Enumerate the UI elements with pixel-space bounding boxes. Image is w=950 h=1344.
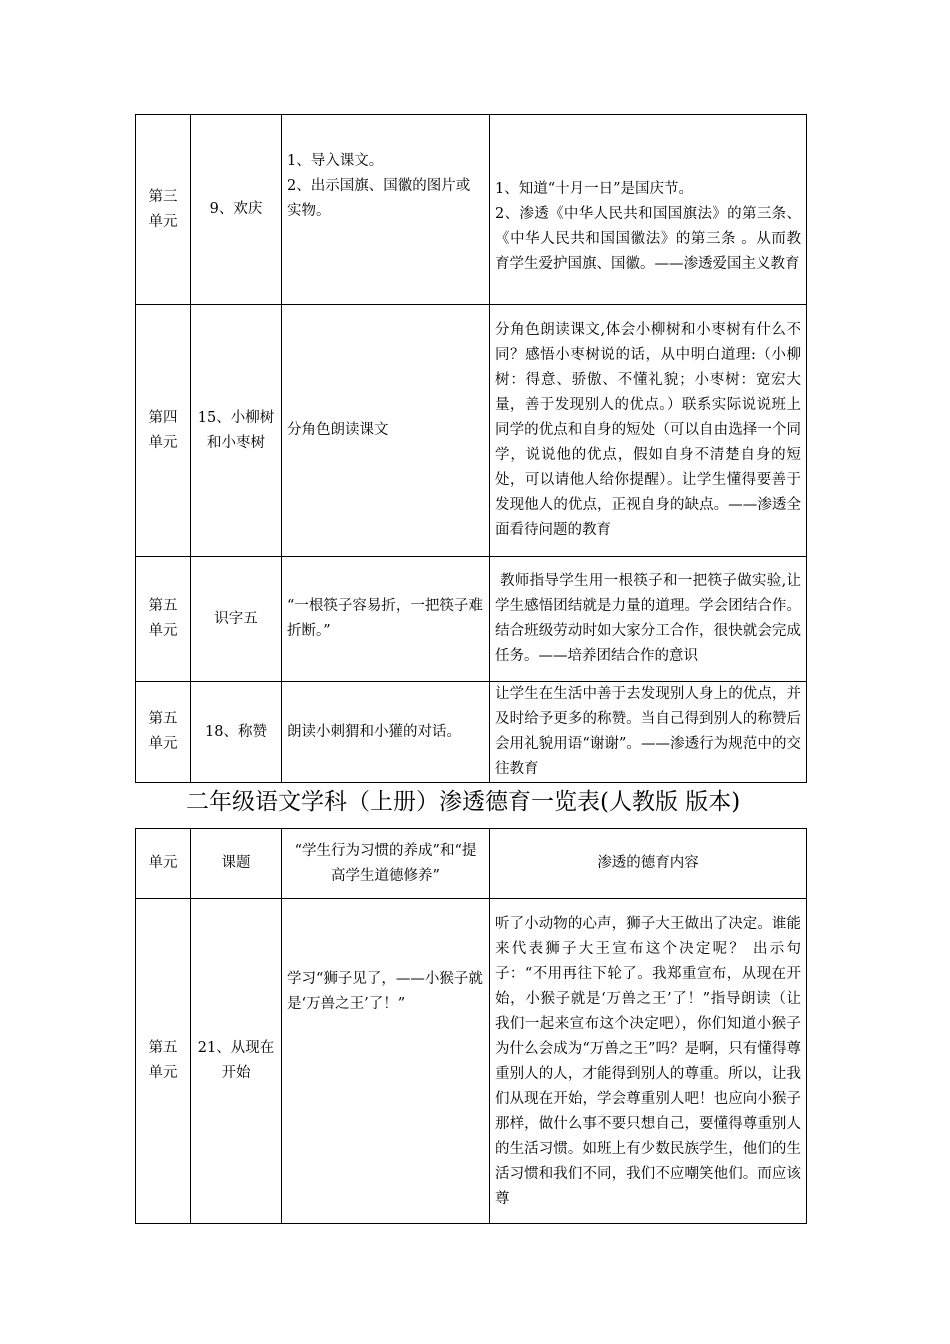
lesson-cell: 9、欢庆 [191, 115, 282, 305]
method-cell: 学习“狮子见了，——小猴子就是‘万兽之王’了！” [282, 899, 490, 1224]
content-cell: 听了小动物的心声，狮子大王做出了决定。谁能来代表狮子大王宣布这个决定呢？ 出示句子：“不用再往下轮了。我郑重宣布，从现在开始，小猴子就是‘万兽之王’了！”指导朗读（让我们一起来宣布这个决定吧），你们知道小猴子为什么会成为“万兽之王”吗？是啊，只有懂得尊重别人的人，才能得到别人的尊重。所以，让我们从现在开始，学会尊重别人吧！也应向小猴子那样，做什么事不要只想自己，要懂得尊重别人的生活习惯。如班上有少数民族学生，他们的生活习惯和我们不同，我们不应嘲笑他们。而应该尊 [490, 899, 807, 1224]
table-row [136, 682, 807, 783]
content-cell: 教师指导学生用一根筷子和一把筷子做实验,让学生感悟团结就是力量的道理。学会团结合作。结合班级劳动时如大家分工合作，很快就会完成任务。——培养团结合作的意识 [490, 557, 807, 682]
unit-cell: 第五单元 [136, 899, 191, 1224]
table-row [136, 115, 807, 305]
table-row [136, 557, 807, 682]
header-content: 渗透的德育内容 [490, 829, 807, 899]
method-cell: 朗读小刺猬和小獾的对话。 [282, 682, 490, 783]
table-row [136, 899, 807, 1224]
moral-education-table [135, 828, 807, 1224]
unit-cell: 第四单元 [136, 305, 191, 557]
table-row [136, 305, 807, 557]
content-cell: 1、知道“十月一日”是国庆节。 2、渗透《中华人民共和国国旗法》的第三条、《中华人民共和国国徽法》的第三条 。从而教育学生爱护国旗、国徽。——渗透爱国主义教育 [490, 115, 807, 305]
method-cell: 分角色朗读课文 [282, 305, 490, 557]
table-heading: 二年级语文学科（上册）渗透德育一览表(人教版 版本) [186, 789, 741, 815]
header-unit: 单元 [136, 829, 191, 899]
lesson-cell: 21、从现在开始 [191, 899, 282, 1224]
header-lesson: 课题 [191, 829, 282, 899]
header-method: “学生行为习惯的养成”和“提高学生道德修养” [282, 829, 490, 899]
lesson-cell: 识字五 [191, 557, 282, 682]
method-cell: 1、导入课文。 2、出示国旗、国徽的图片或实物。 [282, 115, 490, 305]
content-cell: 让学生在生活中善于去发现别人身上的优点，并及时给予更多的称赞。当自己得到别人的称赞后会用礼貌用语“谢谢”。——渗透行为规范中的交往教育 [490, 682, 807, 783]
unit-cell: 第五单元 [136, 557, 191, 682]
unit-cell: 第三单元 [136, 115, 191, 305]
moral-education-table-continued [135, 114, 807, 783]
unit-cell: 第五单元 [136, 682, 191, 783]
method-cell: “一根筷子容易折，一把筷子难折断。” [282, 557, 490, 682]
lesson-cell: 15、小柳树和小枣树 [191, 305, 282, 557]
lesson-cell: 18、称赞 [191, 682, 282, 783]
content-cell: 分角色朗读课文,体会小柳树和小枣树有什么不同？感悟小枣树说的话，从中明白道理:（小柳树：得意、骄傲、不懂礼貌；小枣树：宽宏大量，善于发现别人的优点。）联系实际说说班上同学的优点和自身的短处（可以自由选择一个同学，说说他的优点，假如自身不清楚自身的短处，可以请他人给你提醒）。让学生懂得要善于发现他人的优点，正视自身的缺点。——渗透全面看待问题的教育 [490, 305, 807, 557]
table-header-row [136, 829, 807, 899]
